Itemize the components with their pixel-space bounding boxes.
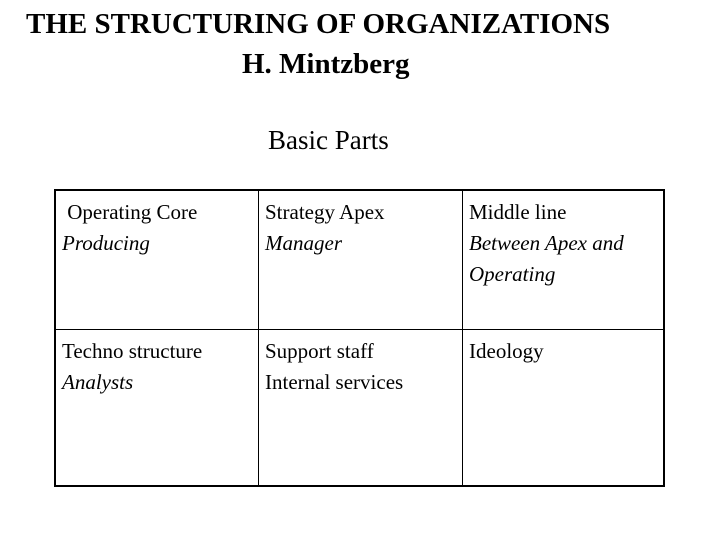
cell-techno-structure xyxy=(55,330,259,487)
table-row xyxy=(55,190,664,330)
cell-description: Analysts xyxy=(62,370,134,394)
cell-name: Ideology xyxy=(469,339,544,363)
subtitle: Basic Parts xyxy=(268,125,389,155)
title-line-1: THE STRUCTURING OF ORGANIZATIONS xyxy=(26,8,611,40)
cell-description: Internal services xyxy=(265,370,404,394)
title-line-2: H. Mintzberg xyxy=(242,48,410,80)
cell-middle-line xyxy=(463,190,665,330)
cell-name: Support staff xyxy=(265,339,374,363)
cell-operating-core xyxy=(55,190,259,330)
cell-name: Middle line xyxy=(469,200,567,224)
table-row xyxy=(55,330,664,487)
cell-name: Techno structure xyxy=(62,339,203,363)
cell-name: Strategy Apex xyxy=(265,200,385,224)
basic-parts-table xyxy=(54,189,665,487)
cell-description: Between Apex and Operating xyxy=(469,231,624,286)
cell-support-staff xyxy=(259,330,463,487)
cell-strategy-apex xyxy=(259,190,463,330)
cell-description: Producing xyxy=(62,231,150,255)
cell-ideology xyxy=(463,330,665,487)
cell-name: Operating Core xyxy=(62,200,198,224)
cell-description: Manager xyxy=(265,231,342,255)
